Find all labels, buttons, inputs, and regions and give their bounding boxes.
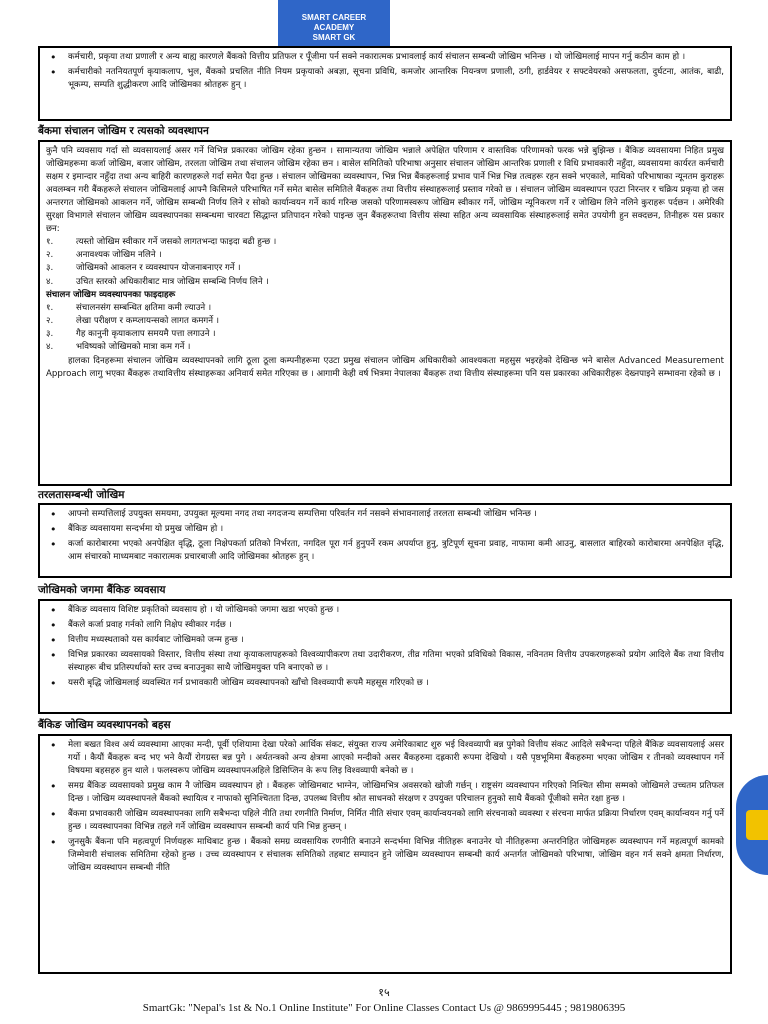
subheading: संचालन जोखिम व्यवस्थापनका फाइदाहरू — [46, 289, 176, 300]
footer-contact: SmartGk: "Nepal's 1st & No.1 Online Institute" For Online Classes Contact Us @ 9869995445 ; 9819806395 — [142, 1002, 626, 1014]
list-item: • यसरी बृद्धि जोखिमलाई व्यवस्थित गर्न प्रभावकारी जोखिम व्यवस्थापनको खाँचो विश्वव्यापी रूपमै महसूस गरिएको छ । — [46, 677, 724, 690]
principles-list — [46, 236, 724, 289]
section-heading: तरलतासम्बन्धी जोखिम — [38, 489, 125, 501]
list-item: • बैंकमा प्रभावकारी जोखिम व्यवस्थापनका लागि सबैभन्दा पहिले नीति तथा रणनीति निर्माण, निर्मित नीति संचार एवम् कार्यान्वयनको लागि संरचनाको व्यवस्था र संरचना मार्फत प्रक्रिया निर्धारण एवम् कार्यान्वयन गर्नु पर्ने हुन्छ । व्यवस्थापनका विभिन्न तहले गर्ने जोखिम व्यवस्थापन सम्बन्धी कार्य पनि भिन्न हुन्छन् । — [46, 808, 724, 834]
logo-line-3: SMART GK — [312, 33, 356, 42]
list-item: • बैंकिङ व्यवसायमा सन्दर्भमा यो प्रमुख जोखिम हो । — [46, 523, 724, 536]
operational-risk-intro-box — [38, 46, 732, 121]
list-item: ४. उचित स्तरको अधिकारीबाट मात्र जोखिम सम्बन्धि निर्णय लिने । — [46, 276, 269, 287]
liquidity-risk-box — [38, 503, 732, 578]
section-heading: जोखिमको जगमा बैंकिङ व्यवसाय — [38, 584, 166, 596]
list-item: ४. भविष्यको जोखिमको मात्रा कम गर्ने । — [46, 342, 191, 353]
list-item: १. त्यस्तो जोखिम स्वीकार गर्ने जसको लागतभन्दा फाइदा बढी हुन्छ । — [46, 237, 277, 247]
paragraph: हालका दिनहरूमा संचालन जोखिम व्यवस्थापनको लागि ठूला ठूला कम्पनीहरूमा एउटा प्रमुख संचालन जोखिम अधिकारीको आवश्यकता महसुस भइरहेको देखिन्छ भने बासेल Advanced Measurement Approach लागु भएका बैंकहरू तथावित्तीय संस्थाहरूका अनिवार्य समेत गरिएका छ । आगामी केही वर्ष भित्रमा नेपालका बैंकहरू तथा वित्तीय संस्थाहरूमा पनि यस प्रकारका अधिकारीहरू देख्नपाइने सम्भावना रहेको छ । — [46, 355, 724, 379]
list-item: • मेला बखत विश्व अर्थ व्यवस्थामा आएका मन्दी, पूर्वी एशियामा देखा परेको आर्थिक संकट, संयुक्त राज्य अमेरिकाबाट शुरु भई विश्वव्यापी बन्न पुगेको वित्तीय संकट आदिले सबैभन्दा पहिले बैंकिङ व्यवसायलाई असर गर्यो । कैयौं बैंकहरू बन्द भए भने कैयौं रोगग्रस्त बन्न पुगे । अर्थतन्त्रको अन्य क्षेत्रमा आएको मन्दीको असर बैंकहरुमा दह्रकारी रूपमा देखियो । यसै पृष्ठभूमिमा बैंकहरुमा भएका जोखिम र तीनको व्यवस्थापन गर्ने विषयमा बहसहरु हुन थाले । फलस्वरूप जोखिम व्यवस्थापनअहिले डिसिप्लिन के रूप लिइ विश्वव्यापी बनेको छ । — [46, 739, 724, 778]
academy-logo — [278, 0, 390, 46]
benefits-list — [46, 302, 724, 355]
list-item: २. अनावश्यक जोखिम नलिने । — [46, 250, 162, 261]
list-item: • कर्जा कारोबारमा भएको अनपेक्षित वृद्धि, ठूला निक्षेपकर्ता प्रतिको निर्भरता, नगदिल पूरा गर्न हुनुपर्ने रकम अपर्याप्त हुनु, त्रुटिपूर्ण सूचना प्रवाह, नाफामा कमी आउनु, बासलात बाहिरको कारोबारमा अनपेक्षित वृद्धि, आम संचारको माध्यमबाट नकारात्मक प्रचारबाजी आदि जोखिमका श्रोतहरू हुन् । — [46, 538, 724, 564]
list-item: ३. गैह कानुनी कृयाकलाप समयमै पत्ता लगाउने । — [46, 329, 216, 340]
list-item: • कर्मचारी, प्रकृया तथा प्रणाली र अन्य बाह्य कारणले बैंकको वित्तीय प्रतिफल र पूँजीमा पर्न सक्ने नकारात्मक प्रभावलाई कार्य संचालन सम्बन्धी जोखिम भनिन्छ । यो जोखिमलाई मापन गर्नु कठीन काम हो । — [46, 51, 724, 64]
list-item: ३. जोखिमको आकलन र व्यवस्थापन योजनाबनाएर गर्ने । — [46, 263, 241, 274]
list-item: • जुनसुकै बैंकना पनि महत्वपूर्ण निर्णयहरू माथिबाट हुन्छ । बैंकको समग्र व्यवसायिक रणनीति बनाउने सन्दर्भमा विभिन्न नीतिहरू बनाउनेर यो नीतिहरूमा अन्तरनिहित जोखिमहरू व्यवस्थापन गर्ने महत्वपूर्ण कामको जिम्मेवारी संचालक समितिमा रहेको हुन्छ । उच्च व्यवस्थापन र संचालक समितिको तहबाट सम्पादन हुने जोखिम व्यवस्थापन सम्बन्धी कार्य अन्तर्गत जोखिमको परिभाषा, जोखिम वहन गर्न सक्ने क्षमता निर्धारण, जोखिम व्यवस्थापन सम्बन्धी नीति — [46, 836, 724, 875]
list-item: • विभिन्न प्रकारका व्यवसायको विस्तार, वित्तीय संस्था तथा कृयाकलापहरूको विश्वव्यापीकरण तथा उदारीकरण, तीव्र गतिमा भएको प्रविधिको विकास, नविनतम वित्तीय उपकरणहरूको प्रयोग आदिले बैंक तथा वित्तीय संस्थाहरू बीच प्रतिस्पर्धाको स्तर उच्च बनाउनुका साथै जोखिमयुक्त पनि बनाएको छ । — [46, 649, 724, 675]
logo-line-2: ACADEMY — [313, 23, 355, 32]
list-item: • कर्मचारीको नतनियतपूर्ण कृयाकलाप, भुल, बैंकको प्रचलित नीति नियम प्रकृयाको अबज्ञा, सूचना प्रविधि, कमजोर आन्तरिक नियन्त्रण प्रणाली, ठगी, हार्डवेयर र सफ्टवेयरको असफलता, दुर्घटना, आतंक, बाढी, भूकम्प, सम्पति शुद्धीकरण आदि जोखिमका श्रोतहरू हुन् । — [46, 66, 724, 92]
list-item: • समग्र बैंकिङ व्यवसायको प्रमुख काम नै जोखिम व्यवस्थापन हो । बैंकहरू जोखिमबाट भाग्नेन, जोखिमभित्र अवसरको खोजी गर्छन् । राष्ट्रसंग व्यवस्थापन गरिएको निश्चित सीमा सम्मको जोखिमले उच्चतम प्रतिफल दिन्छ । जोखिम व्यवस्थापनले बैंकको स्थायित्व र नाफाको सुनिश्चितता दिन्छ, उपलब्ध वित्तीय श्रोत साधनको संरक्षण र उपयुक्त परिचालन हुनुको साथै बैंकको पूँजीको समेत रक्षा हुन्छ । — [46, 780, 724, 806]
logo-line-1: SMART CAREER — [301, 13, 367, 22]
list-item: • आफ्नो सम्पत्तिलाई उपयुक्त समयमा, उपयुक्त मूल्यमा नगद तथा नगदजन्य सम्पत्तिमा परिवर्तन गर्न नसक्ने संभावनालाई तरलता सम्बन्धी जोखिम भनिन्छ । — [46, 508, 724, 521]
list-item: १. संचालनसंग सम्बन्धित क्षतिमा कमी ल्याउने । — [46, 302, 212, 313]
list-item: • बैंकले कर्जा प्रवाह गर्नको लागि निक्षेप स्वीकार गर्दछ । — [46, 619, 724, 632]
banking-on-risk-box — [38, 599, 732, 714]
list-item: • वित्तीय मध्यस्थताको यस कार्यबाट जोखिमको जन्म हुन्छ । — [46, 634, 724, 647]
risk-management-debate-box — [38, 734, 732, 974]
section-heading: बैंकमा संचालन जोखिम र त्यसको व्यवस्थापन — [38, 125, 209, 137]
list-item: • बैंकिङ व्यवसाय विशिष्ट प्रकृतिको व्यवसाय हो । यो जोखिमको जगमा खडा भएको हुन्छ । — [46, 604, 724, 617]
section-heading: बैंकिङ जोखिम व्यवस्थापनको बहस — [38, 719, 171, 731]
paragraph: कुनै पनि व्यवसाय गर्दा सो व्यवसायलाई असर गर्ने विभिन्न प्रकारका जोखिम रहेका हुन्छन । सामान्यतया जोखिम भन्नाले अपेक्षित परिणाम र वास्तविक परिणामको फरक भन्ने बुझिन्छ । बैंकिङ व्यवसायमा निहित प्रमुख जोखिमहरूमा कर्जा जोखिम, बजार जोखिम, तरलता जोखिम तथा संचालन जोखिम रहेका छन । बासेल समितिको परिभाषा अनुसार संचालन जोखिम आन्तरिक प्रणाली र विधि प्रभावकारी नहुँदा, व्यवसायमा कार्यरत कर्मचारी सक्षम र इमान्दार नहुँदा तथा अन्य बाहिरी कारणहरूले गर्दा समेत पैदा हुन्छ । संचालन जोखिमका व्यवस्थापन, भिन्न भिन्न बैंकहरूलाई प्रभाव पार्ने भिन्न भिन्न तत्वहरू रहन सक्ने भएकाले, माथिको परिभाषाका न्यूनतम कुराहरू अवलम्बन गरी बैंकहरूले संचालन जोखिमलाई आफ्नै किसिमले परिभाषित गर्ने समेत बासेल समितिले बैंकहरू तथा वित्तीय संस्थाहरूलाई प्रस्ताव गरेको छ । संचालन जोखिम व्यवस्थापन एउटा निरन्तर र चक्रिय प्रकृया हो जस अन्तरगत जोखिमको आकलन गर्ने, जोखिम सम्बन्धी निर्णय लिने र सोको कार्यान्वयन गर्ने कार्य गरिन्छ जसको परिणामस्वरूप जोखिम स्वीकार गर्ने, जोखिम न्यूनिकरण गर्ने र जोखिम लिने नलिने कुराहरू पर्दछन । अमेरिकी सुरक्षा विभागले संचालन जोखिम व्यवस्थापनका सम्बन्धमा चारवटा सिद्धान्त प्रतिपादन गरेको पाइन्छ जुन बैंकहरूतथा वित्तीय संस्था सहित अन्य व्यवसायिक संस्थाहरूलाई समेत उपयोगी हुन सक्दछन, तिनीहरू यस प्रकार छन: — [46, 146, 724, 234]
page-number: १५ — [378, 986, 390, 999]
side-logo-book-icon — [746, 810, 768, 840]
operational-risk-management-box — [38, 140, 732, 486]
list-item: २. लेखा परीक्षण र कम्प्लायन्सको लागत कमगर्ने । — [46, 316, 219, 327]
